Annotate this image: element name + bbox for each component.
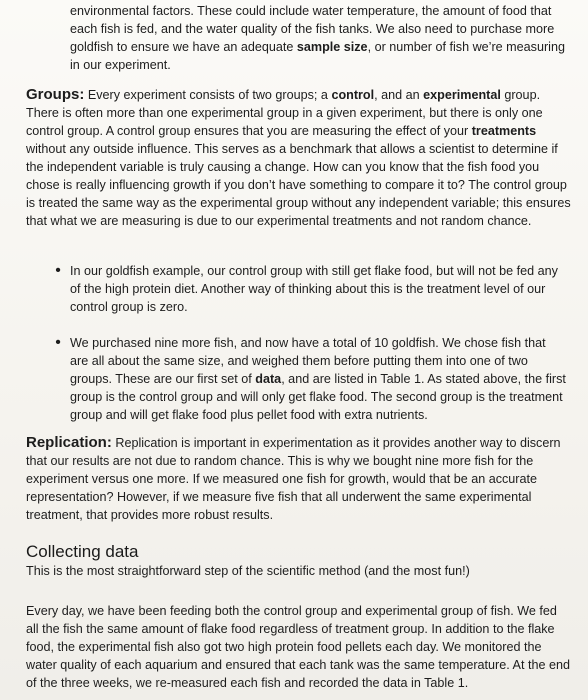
data-term: data xyxy=(255,372,282,386)
replication-heading: Replication: xyxy=(26,434,112,451)
groups-text-3: group. There is often more than one experimental group in a given experiment, but there is only one control group. A control group ensures that you are measuring the effect of your xyxy=(26,88,543,138)
collecting-data-title: Collecting data xyxy=(26,542,139,561)
bullet-2-text-2: , and are listed in Table 1. As stated above, the first group is the control group and will only get flake food. The second group is the treatment group and will get flake food plus pellet food with extra nutrients. xyxy=(70,372,566,422)
intro-text-2: , or number of fish we’re measuring in our experiment. xyxy=(70,40,565,72)
bullet-control-group xyxy=(46,262,558,316)
sample-size-term: sample size xyxy=(296,40,368,54)
bullet-marker: • xyxy=(55,262,61,279)
collecting-data-text: Every day, we have been feeding both the control group and experimental group of fish. We fed all the fish the same amount of flake food regardless of treatment group. In addition to the flake food, the experimental fish also got two high protein food pellets each day. We monitored the water quality of each aquarium and ensured that each tank was the same temperature. At the end of the three weeks, we re-measured each fish and recorded the data in Table 1. xyxy=(26,604,570,690)
collecting-data-paragraph xyxy=(26,602,572,692)
groups-text-4: without any outside influence. This serves as a benchmark that allows a scientist to determine if the independent variable is truly causing a change. How can you know that the fish food you chose is really influencing growth if you don’t have something to compare it to? The control group is treated the same way as the experimental group without any independent variable; this ensures that what we are measuring is due to our experimental treatments and not random chance. xyxy=(26,142,571,228)
collecting-data-section xyxy=(26,542,572,580)
collecting-data-subtitle: This is the most straightforward step of the scientific method (and the most fun!) xyxy=(26,564,470,578)
experimental-term: experimental xyxy=(423,88,501,102)
control-term: control xyxy=(331,88,375,102)
groups-text-2: , and an xyxy=(374,88,424,102)
replication-section xyxy=(26,434,572,524)
bullet-1-text: In our goldfish example, our control group with still get flake food, but will not be fed any of the high protein diet. Another way of thinking about this is the treatment level of our control group is zero. xyxy=(70,264,558,314)
groups-text-1: Every experiment consists of two groups; a xyxy=(84,88,332,102)
treatments-term: treatments xyxy=(471,124,537,138)
intro-text-1: environmental factors. These could include water temperature, the amount of food that each fish is fed, and the water quality of the fish tanks. We also need to purchase more goldfish to ensure we have an adequate xyxy=(70,4,555,54)
groups-heading: Groups: xyxy=(26,86,85,103)
bullet-2-text-1: We purchased nine more fish, and now have a total of 10 goldfish. We chose fish that are all about the same size, and weighed them before putting them into one of two groups. These are our first set of xyxy=(70,336,546,386)
bullet-purchase-fish xyxy=(46,334,566,424)
replication-text: Replication is important in experimentation as it provides another way to discern that our results are not due to random chance. This is why we bought nine more fish for the experiment versus one more. If we measured one fish for growth, would that be an accurate representation? However, if we measure five fish that all underwent the same experimental treatment, that provides more robust results. xyxy=(26,436,561,522)
intro-paragraph xyxy=(70,2,570,74)
bullet-marker: • xyxy=(55,334,61,351)
groups-section xyxy=(26,86,572,230)
